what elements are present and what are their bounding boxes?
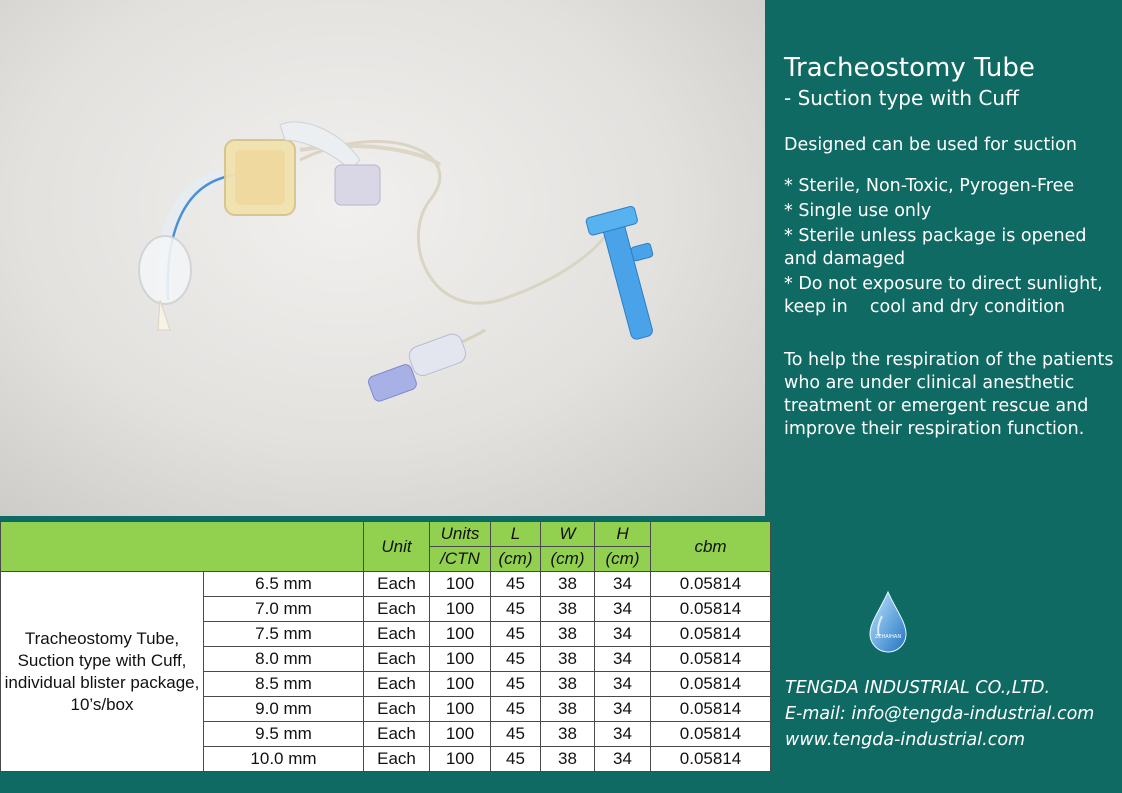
logo-text: ZEHAIHAN	[874, 634, 902, 640]
company-website[interactable]: www.tengda-industrial.com	[785, 730, 1026, 750]
company-name: TENGDA INDUSTRIAL CO.,LTD.	[785, 678, 1051, 698]
product-description: Designed can be used for suction	[784, 135, 1077, 155]
cbm-cell: 0.05814	[651, 572, 771, 597]
unit-cell: Each	[364, 622, 430, 647]
w-cell: 38	[541, 622, 595, 647]
product-title: Tracheostomy Tube	[784, 53, 1035, 83]
header-cm: (cm)	[491, 547, 541, 572]
unit-cell: Each	[364, 747, 430, 772]
cbm-cell: 0.05814	[651, 747, 771, 772]
company-email[interactable]: E-mail: info@tengda-industrial.com	[785, 704, 1095, 724]
size-cell: 8.5 mm	[204, 672, 364, 697]
l-cell: 45	[491, 722, 541, 747]
l-cell: 45	[491, 622, 541, 647]
table-header	[1, 522, 771, 572]
units-cell: 100	[430, 647, 491, 672]
header-cm: (cm)	[541, 547, 595, 572]
spec-table	[0, 521, 771, 772]
feature-item: * Sterile, Non-Toxic, Pyrogen-Free	[784, 176, 1075, 196]
h-cell: 34	[595, 672, 651, 697]
unit-cell: Each	[364, 647, 430, 672]
header-blank	[1, 522, 364, 572]
w-cell: 38	[541, 747, 595, 772]
l-cell: 45	[491, 697, 541, 722]
cbm-cell: 0.05814	[651, 722, 771, 747]
tracheostomy-tube-illustration	[0, 0, 765, 516]
w-cell: 38	[541, 722, 595, 747]
header-h: H	[595, 522, 651, 547]
cbm-cell: 0.05814	[651, 597, 771, 622]
size-cell: 9.5 mm	[204, 722, 364, 747]
units-cell: 100	[430, 697, 491, 722]
unit-cell: Each	[364, 572, 430, 597]
product-description-cell: Tracheostomy Tube, Suction type with Cuff, individual blister package, 10’s/box	[1, 572, 204, 772]
size-cell: 9.0 mm	[204, 697, 364, 722]
header-units: Units	[430, 522, 491, 547]
units-cell: 100	[430, 622, 491, 647]
header-cm: (cm)	[595, 547, 651, 572]
units-cell: 100	[430, 597, 491, 622]
cbm-cell: 0.05814	[651, 697, 771, 722]
product-info-panel	[784, 52, 1118, 441]
cbm-cell: 0.05814	[651, 622, 771, 647]
w-cell: 38	[541, 697, 595, 722]
h-cell: 34	[595, 747, 651, 772]
h-cell: 34	[595, 647, 651, 672]
size-cell: 8.0 mm	[204, 647, 364, 672]
w-cell: 38	[541, 672, 595, 697]
table-row	[1, 572, 771, 597]
units-cell: 100	[430, 572, 491, 597]
size-cell: 7.0 mm	[204, 597, 364, 622]
product-photo	[0, 0, 765, 516]
h-cell: 34	[595, 597, 651, 622]
table-body	[1, 572, 771, 772]
cbm-cell: 0.05814	[651, 672, 771, 697]
h-cell: 34	[595, 622, 651, 647]
unit-cell: Each	[364, 672, 430, 697]
w-cell: 38	[541, 647, 595, 672]
l-cell: 45	[491, 647, 541, 672]
w-cell: 38	[541, 597, 595, 622]
h-cell: 34	[595, 722, 651, 747]
h-cell: 34	[595, 572, 651, 597]
header-unit: Unit	[364, 522, 430, 572]
unit-cell: Each	[364, 597, 430, 622]
header-l: L	[491, 522, 541, 547]
l-cell: 45	[491, 572, 541, 597]
h-cell: 34	[595, 697, 651, 722]
size-cell: 7.5 mm	[204, 622, 364, 647]
unit-cell: Each	[364, 722, 430, 747]
header-cbm: cbm	[651, 522, 771, 572]
units-cell: 100	[430, 747, 491, 772]
company-logo	[866, 590, 910, 656]
feature-item: * Sterile unless package is opened and damaged	[784, 226, 1087, 269]
product-subtitle: - Suction type with Cuff	[784, 86, 1019, 110]
cbm-cell: 0.05814	[651, 647, 771, 672]
feature-item: * Do not exposure to direct sunlight, keep in cool and dry condition	[784, 274, 1109, 317]
units-cell: 100	[430, 722, 491, 747]
units-cell: 100	[430, 672, 491, 697]
water-drop-icon	[866, 590, 910, 656]
product-usage: To help the respiration of the patients who are under clinical anesthetic treatment or emergent rescue and improve their respiration function.	[784, 350, 1114, 439]
l-cell: 45	[491, 672, 541, 697]
unit-cell: Each	[364, 697, 430, 722]
size-cell: 6.5 mm	[204, 572, 364, 597]
w-cell: 38	[541, 572, 595, 597]
size-cell: 10.0 mm	[204, 747, 364, 772]
l-cell: 45	[491, 747, 541, 772]
header-w: W	[541, 522, 595, 547]
l-cell: 45	[491, 597, 541, 622]
header-per-ctn: /CTN	[430, 547, 491, 572]
company-info	[785, 675, 1094, 753]
feature-item: * Single use only	[784, 201, 932, 221]
